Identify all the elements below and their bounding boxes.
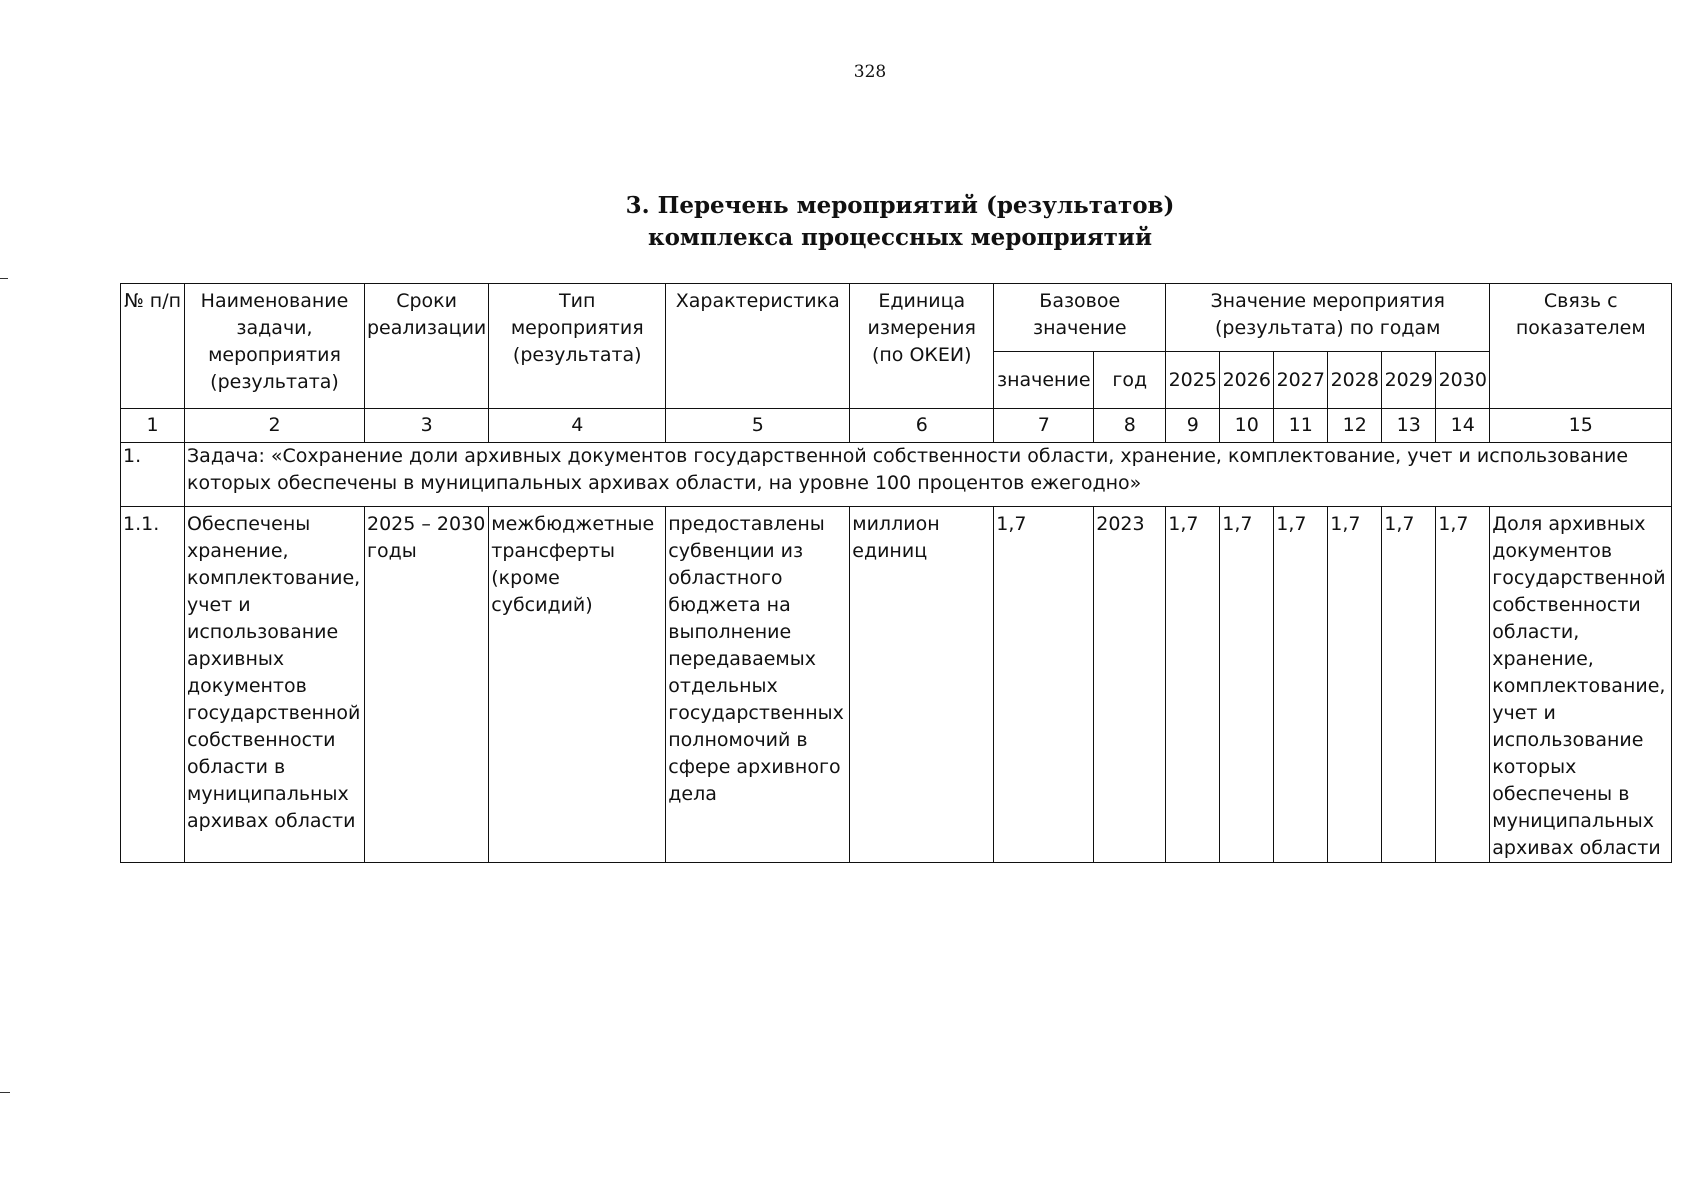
page-number: 328	[853, 62, 887, 82]
header-term: Сроки реализации	[365, 284, 489, 409]
row-base-year: 2023	[1094, 507, 1166, 863]
activities-table	[120, 283, 1672, 863]
header-link: Связь с показателем	[1490, 284, 1672, 409]
column-number: 14	[1436, 409, 1490, 443]
row-year-2026: 1,7	[1220, 507, 1274, 863]
column-number: 11	[1274, 409, 1328, 443]
task-row	[121, 443, 1672, 507]
column-number: 5	[666, 409, 850, 443]
header-year-2026: 2026	[1220, 352, 1274, 409]
header-base-year: год	[1094, 352, 1166, 409]
header-num: № п/п	[121, 284, 185, 409]
activities-table-wrapper	[120, 283, 1672, 863]
header-year-2028: 2028	[1328, 352, 1382, 409]
column-number: 4	[489, 409, 666, 443]
header-row-1	[121, 284, 1672, 352]
task-text: Задача: «Сохранение доли архивных документов государственной собственности области, хранение, комплектование, учет и использование которых обеспечены в муниципальных архивах области, на уровне 100 процентов ежегодно»	[185, 443, 1672, 507]
header-unit: Единица измерения (по ОКЕИ)	[850, 284, 994, 409]
row-type: межбюджетные трансферты (кроме субсидий)	[489, 507, 666, 863]
header-values-by-year: Значение мероприятия (результата) по годам	[1166, 284, 1490, 352]
column-number: 15	[1490, 409, 1672, 443]
row-year-2025: 1,7	[1166, 507, 1220, 863]
row-link: Доля архивных документов государственной собственности области, хранение, комплектование, учет и использование которых обеспечены в муниципальных архивах области	[1490, 507, 1672, 863]
column-number: 7	[994, 409, 1094, 443]
column-number: 10	[1220, 409, 1274, 443]
header-characteristic: Характеристика	[666, 284, 850, 409]
row-name: Обеспечены хранение, комплектование, учет и использование архивных документов государственной собственности области в муниципальных архивах области	[185, 507, 365, 863]
row-year-2027: 1,7	[1274, 507, 1328, 863]
row-unit: миллион единиц	[850, 507, 994, 863]
column-number: 12	[1328, 409, 1382, 443]
row-year-2028: 1,7	[1328, 507, 1382, 863]
row-term: 2025 – 2030 годы	[365, 507, 489, 863]
column-number-row	[121, 409, 1672, 443]
page-title	[0, 190, 1697, 254]
row-year-2029: 1,7	[1382, 507, 1436, 863]
row-base-value: 1,7	[994, 507, 1094, 863]
header-name: Наименование задачи, мероприятия (результата)	[185, 284, 365, 409]
row-num: 1.1.	[121, 507, 185, 863]
header-type: Тип мероприятия (результата)	[489, 284, 666, 409]
column-number: 9	[1166, 409, 1220, 443]
column-number: 13	[1382, 409, 1436, 443]
column-number: 3	[365, 409, 489, 443]
header-year-2025: 2025	[1166, 352, 1220, 409]
row-year-2030: 1,7	[1436, 507, 1490, 863]
title-line-2: комплекса процессных мероприятий	[647, 224, 1152, 251]
scan-mark	[0, 1092, 10, 1093]
column-number: 8	[1094, 409, 1166, 443]
header-year-2029: 2029	[1382, 352, 1436, 409]
column-number: 2	[185, 409, 365, 443]
title-line-1: 3. Перечень мероприятий (результатов)	[625, 192, 1175, 219]
header-base: Базовое значение	[994, 284, 1166, 352]
scan-mark	[0, 278, 8, 279]
row-characteristic: предоставлены субвенции из областного бюджета на выполнение передаваемых отдельных государственных полномочий в сфере архивного дела	[666, 507, 850, 863]
header-base-value: значение	[994, 352, 1094, 409]
column-number: 1	[121, 409, 185, 443]
column-number: 6	[850, 409, 994, 443]
table-row	[121, 507, 1672, 863]
task-num: 1.	[121, 443, 185, 507]
header-year-2027: 2027	[1274, 352, 1328, 409]
header-year-2030: 2030	[1436, 352, 1490, 409]
